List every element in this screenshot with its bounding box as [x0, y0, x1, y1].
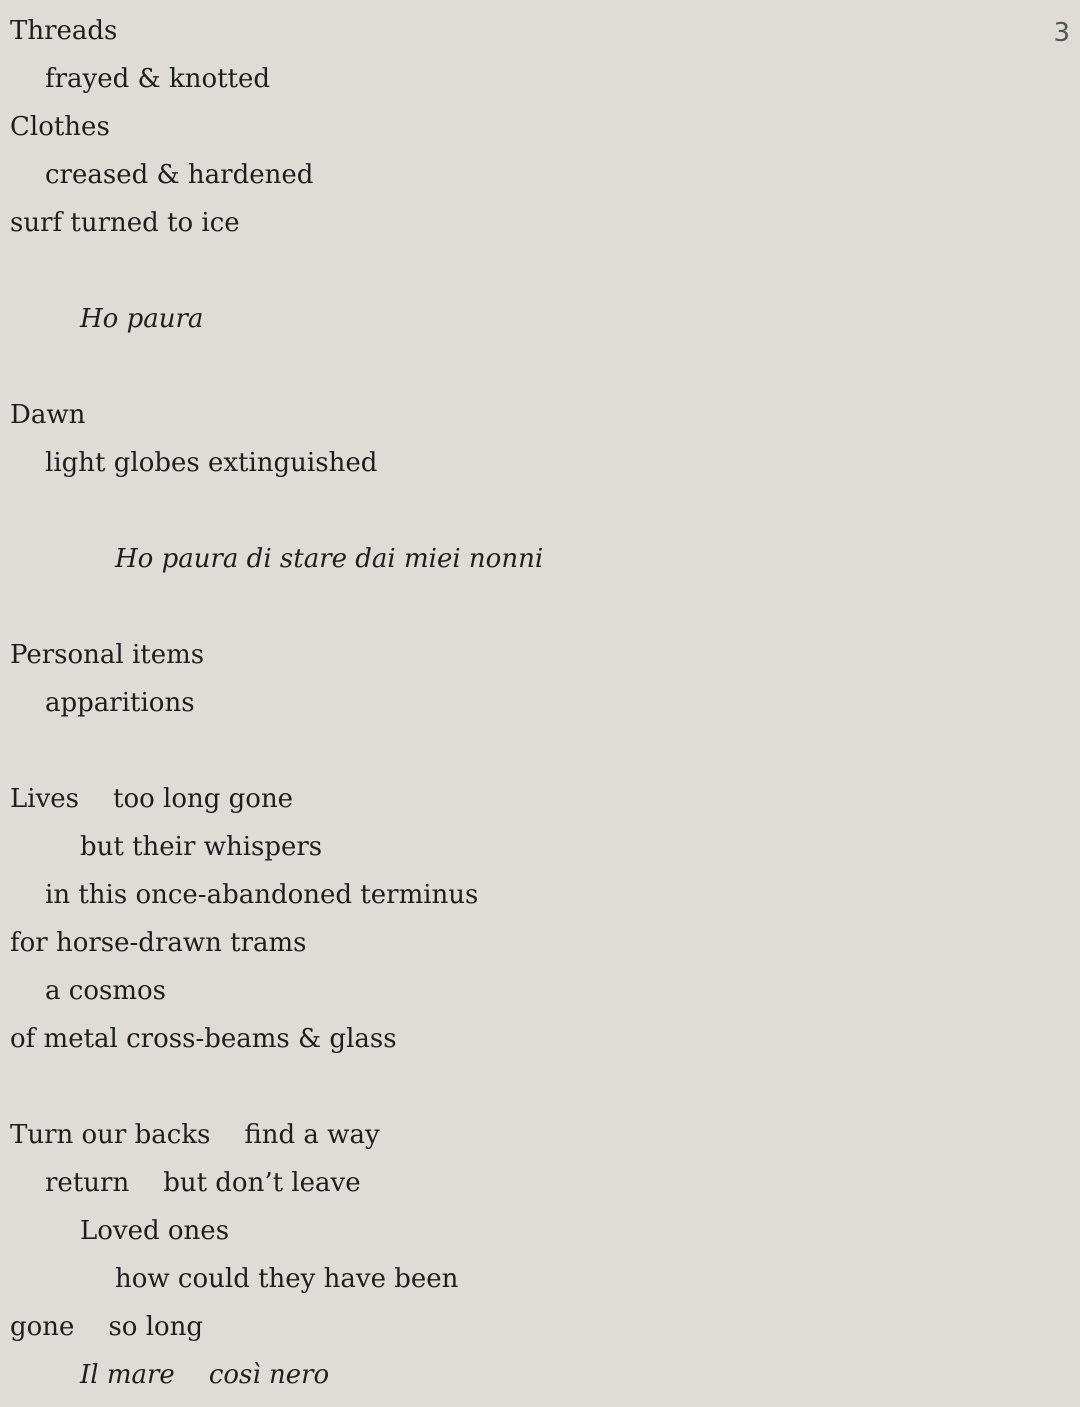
line-segment: Personal items — [10, 640, 205, 670]
poem-line — [10, 826, 1070, 874]
line-segment: Threads — [10, 16, 118, 46]
poem-line — [10, 298, 1070, 346]
poem-line — [10, 202, 1070, 250]
line-segment: frayed & knotted — [45, 64, 271, 94]
line-segment: Turn our backs — [10, 1120, 211, 1150]
line-segment: surf turned to ice — [10, 208, 240, 238]
line-segment: Ho paura — [80, 304, 204, 334]
poem-line — [10, 58, 1070, 106]
line-segment: of metal cross-beams & glass — [10, 1024, 397, 1054]
stanza-break — [10, 730, 1070, 778]
line-segment: a cosmos — [45, 976, 166, 1006]
line-segment: return — [45, 1168, 130, 1198]
line-segment: Dawn — [10, 400, 86, 430]
line-segment: too long gone — [113, 784, 294, 814]
poem-line — [10, 1018, 1070, 1066]
line-segment: how could they have been — [115, 1264, 459, 1294]
poem-line — [10, 538, 1070, 586]
line-segment: light globes extinguished — [45, 448, 378, 478]
poem-line — [10, 10, 1070, 58]
poem-line — [10, 634, 1070, 682]
line-segment: but their whispers — [80, 832, 323, 862]
stanza-break — [10, 586, 1070, 634]
stanza-break — [10, 346, 1070, 394]
line-segment: so long — [108, 1312, 204, 1342]
line-segment: creased & hardened — [45, 160, 314, 190]
line-segment: Clothes — [10, 112, 110, 142]
line-segment: for horse-drawn trams — [10, 928, 307, 958]
line-segment: in this once-abandoned terminus — [45, 880, 479, 910]
poem-line — [10, 106, 1070, 154]
stanza-break — [10, 490, 1070, 538]
line-segment: but don’t leave — [163, 1168, 361, 1198]
poem-line — [10, 1114, 1070, 1162]
line-segment: Loved ones — [80, 1216, 230, 1246]
poem-line — [10, 1210, 1070, 1258]
poem-line — [10, 154, 1070, 202]
poem — [10, 10, 1070, 1402]
line-segment: apparitions — [45, 688, 195, 718]
line-segment: Ho paura di stare dai miei nonni — [115, 544, 544, 574]
poem-line — [10, 1258, 1070, 1306]
poem-line — [10, 778, 1070, 826]
stanza-break — [10, 1066, 1070, 1114]
poem-line — [10, 1306, 1070, 1354]
page-number: 3 — [1053, 18, 1070, 48]
poem-line — [10, 874, 1070, 922]
poem-line — [10, 1354, 1070, 1402]
poem-line — [10, 1162, 1070, 1210]
line-segment: find a way — [244, 1120, 380, 1150]
stanza-break — [10, 250, 1070, 298]
line-segment: così nero — [208, 1360, 330, 1390]
poem-line — [10, 442, 1070, 490]
line-segment: Lives — [10, 784, 79, 814]
poem-line — [10, 682, 1070, 730]
poem-line — [10, 970, 1070, 1018]
poem-line — [10, 394, 1070, 442]
line-segment: Il mare — [80, 1360, 175, 1390]
line-segment: gone — [10, 1312, 75, 1342]
poem-line — [10, 922, 1070, 970]
